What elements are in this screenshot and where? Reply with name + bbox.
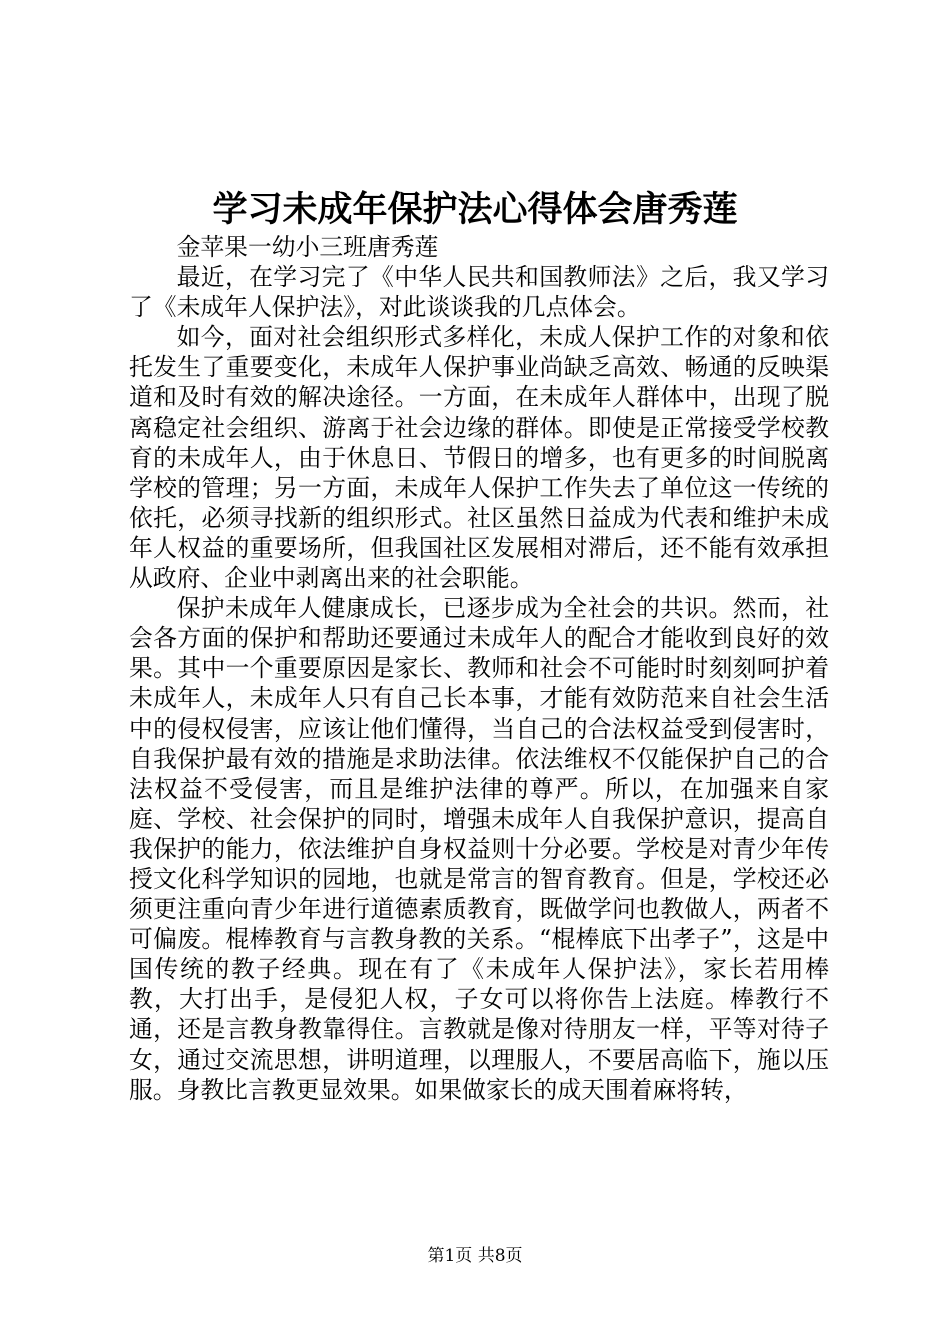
document-title: 学习未成年保护法心得体会唐秀莲 (212, 189, 738, 230)
document-body (129, 232, 829, 1105)
body-paragraph: 保护未成年人健康成长，已逐步成为全社会的共识。然而，社会各方面的保护和帮助还要通过未成年人的配合才能收到良好的效果。其中一个重要原因是家长、教师和社会不可能时时刻刻呵护着未成年人，未成年人只有自己长本事，才能有效防范来自社会生活中的侵权侵害，应该让他们懂得，当自己的合法权益受到侵害时，自我保护最有效的措施是求助法律。依法维权不仅能保护自己的合法权益不受侵害，而且是维护法律的尊严。所以，在加强来自家庭、学校、社会保护的同时，增强未成年人自我保护意识，提高自我保护的能力，依法维护自身权益则十分必要。学校是对青少年传授文化科学知识的园地，也就是常言的智育教育。但是，学校还必须更注重向青少年进行道德素质教育，既做学问也教做人，两者不可偏废。棍棒教育与言教身教的关系。“棍棒底下出孝子”，这是中国传统的教子经典。现在有了《未成年人保护法》，家长若用棒教，大打出手，是侵犯人权，子女可以将你告上法庭。棒教行不通，还是言教身教靠得住。言教就是像对待朋友一样，平等对待子女，通过交流思想，讲明道理，以理服人，不要居高临下，施以压服。身教比言教更显效果。如果做家长的成天围着麻将转， (129, 594, 829, 1104)
author-line: 金苹果一幼小三班唐秀莲 (176, 233, 439, 261)
body-paragraph: 最近，在学习完了《中华人民共和国教师法》之后，我又学习了《未成年人保护法》，对此谈谈我的几点体会。 (129, 263, 829, 322)
body-paragraph: 如今，面对社会组织形式多样化，未成人保护工作的对象和依托发生了重要变化，未成年人保护事业尚缺乏高效、畅通的反映渠道和及时有效的解决途径。一方面，在未成年人群体中，出现了脱离稳定社会组织、游离于社会边缘的群体。即使是正常接受学校教育的未成年人，由于休息日、节假日的增多，也有更多的时间脱离学校的管理；另一方面，未成年人保护工作失去了单位这一传统的依托，必须寻找新的组织形式。社区虽然日益成为代表和维护未成年人权益的重要场所，但我国社区发展相对滞后，还不能有效承担从政府、企业中剥离出来的社会职能。 (129, 323, 829, 593)
page-number: 第1页 共8页 (427, 1246, 523, 1266)
